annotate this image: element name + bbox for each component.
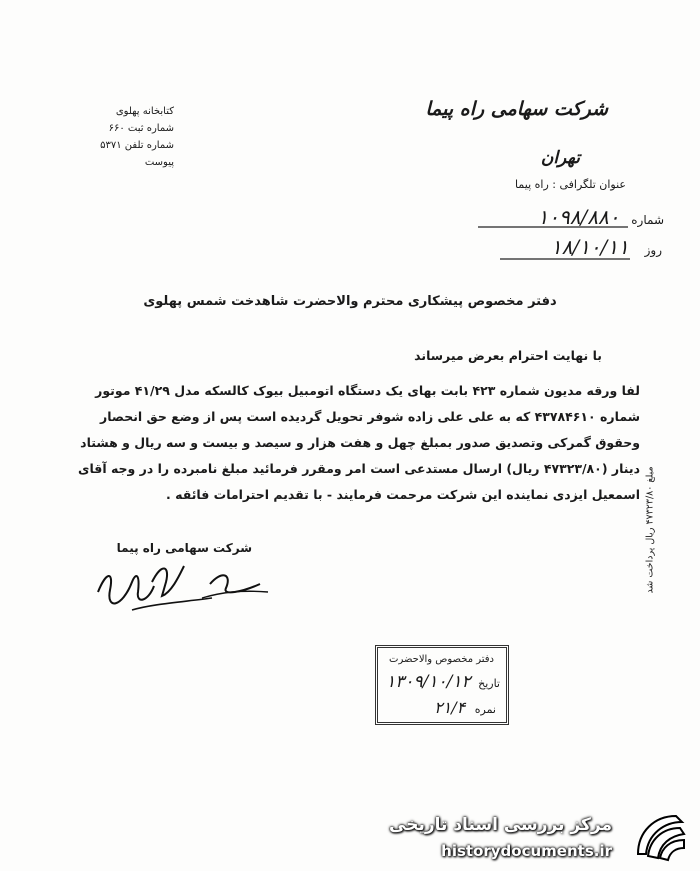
- margin-note: مبلغ ۴۷۳۲۳/۸۰ ریال پرداخت شد: [644, 466, 656, 594]
- day-underline: [500, 256, 630, 262]
- body-line: دینار (۴۷۳۲۳/۸۰ ریال) ارسال مستدعی است امر ومقرر فرمائید مبلغ نامبرده را در وجه آقای: [77, 461, 640, 476]
- body-line: اسمعیل ایزدی نماینده این شرکت مرحمت فرمایند - با تقدیم احترامات فائقه .: [166, 487, 640, 502]
- number-value: ۱۰۹۸/۸۸۰: [537, 205, 620, 229]
- telegraph-address: عنوان تلگرافی : راه پیما: [515, 178, 626, 191]
- stamp-title: دفتر مخصوص والاحضرت: [389, 654, 494, 665]
- number-underline: [478, 224, 628, 230]
- stamp-date-row: [386, 672, 500, 692]
- signature-company: شرکت سهامی راه پیما: [116, 541, 252, 555]
- body-line: لفا ورقه مدیون شماره ۴۲۳ بابت بهای یک دستگاه اتومبیل بیوک کالسکه مدل ۴۱/۲۹ موتور: [95, 383, 640, 398]
- archive-logo-icon: [630, 808, 690, 864]
- stamp-date-label: تاریخ: [478, 677, 500, 690]
- left-header-line: پیوست: [144, 157, 174, 168]
- stamp-number-label: نمره: [474, 703, 496, 716]
- left-header-block: [78, 103, 174, 171]
- left-header-line: کتابخانه پهلوی: [115, 106, 174, 117]
- watermark-url: historydocuments.ir: [441, 842, 612, 860]
- handwritten-signature: [92, 552, 272, 622]
- stamp-number-value: ۲۱/۴: [434, 698, 466, 717]
- number-label: شماره: [631, 213, 664, 227]
- stamp-number-row: [434, 698, 496, 717]
- office-stamp: [375, 645, 509, 725]
- city-name: تهران: [540, 148, 580, 168]
- stamp-date-value: ۱۳۰۹/۱۰/۱۲: [386, 672, 471, 692]
- company-name: شرکت سهامی راه پیما: [425, 98, 608, 120]
- body-line: وحقوق گمرکی وتصدیق صدور بمبلغ چهل و هفت هزار و سیصد و بیست و سه ریال و هشتاد: [80, 435, 640, 450]
- greeting-line: با نهایت احترام بعرض میرساند: [414, 348, 602, 363]
- body-line: شماره ۴۳۷۸۴۶۱۰ که به علی علی زاده شوفر تحویل گردیده است پس از وضع حق انحصار: [100, 409, 640, 424]
- letter-body: [77, 378, 640, 508]
- day-label: روز: [644, 243, 662, 257]
- watermark-title: مرکز بررسی اسناد تاریخی: [389, 815, 612, 835]
- day-value: ۱۸/۱۰/۱۱: [550, 235, 629, 259]
- left-header-line: شماره تلفن ۵۳۷۱: [100, 140, 174, 151]
- recipient-line: دفتر مخصوص پیشکاری محترم والاحضرت شاهدخت شمس پهلوی: [143, 294, 557, 309]
- left-header-line: شماره ثبت ۶۶۰: [108, 123, 174, 134]
